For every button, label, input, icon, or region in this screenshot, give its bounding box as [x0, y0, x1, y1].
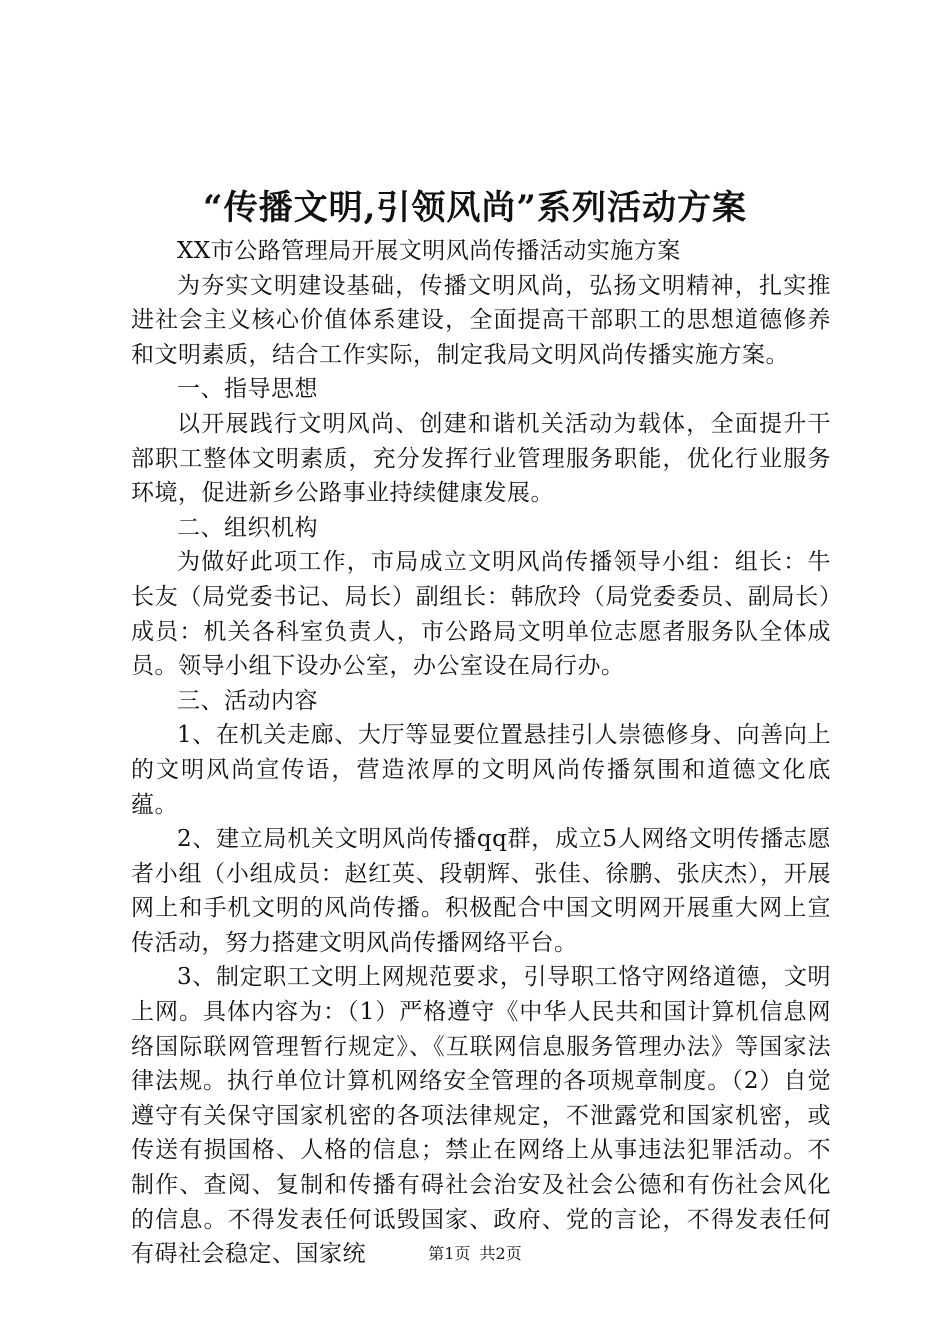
- intro-paragraph: 为夯实文明建设基础，传播文明风尚，弘扬文明精神，扎实推进社会主义核心价值体系建设，全面提高干部职工的思想道德修养和文明素质，结合工作实际，制定我局文明风尚传播实施方案。: [131, 272, 831, 368]
- section-heading-organization: 二、组织机构: [177, 514, 318, 541]
- activity-item-3: 3、制定职工文明上网规范要求，引导职工恪守网络道德，文明上网。具体内容为：（1）严格遵守《中华人民共和国计算机信息网络国际联网管理暂行规定》、《互联网信息服务管理办法》等国家法律法规。执行单位计算机网络安全管理的各项规章制度。（2）自觉遵守有关保守国家机密的各项法律规定，不泄露党和国家机密，或传送有损国格、人格的信息；禁止在网络上从事违法犯罪活动。不制作、查阅、复制和传播有碍社会治安及社会公德和有伤社会风化的信息。不得发表任何诋毁国家、政府、党的言论，不得发表任何有碍社会稳定、国家统: [131, 964, 831, 1268]
- section-heading-guiding-thought: 一、指导思想: [177, 376, 318, 403]
- page-number: 第1页: [428, 1244, 471, 1263]
- page-total: 共2页: [479, 1244, 522, 1263]
- guiding-thought-paragraph: 以开展践行文明风尚、创建和谐机关活动为载体，全面提升干部职工整体文明素质，充分发挥行业管理服务职能，优化行业服务环境，促进新乡公路事业持续健康发展。: [131, 410, 831, 507]
- activity-item-2: 2、建立局机关文明风尚传播qq群，成立5人网络文明传播志愿者小组（小组成员：赵红英、段朝辉、张佳、徐鹏、张庆杰），开展网上和手机文明的风尚传播。积极配合中国文明网开展重大网上宣传活动，努力搭建文明风尚传播网络平台。: [131, 826, 831, 956]
- document-body: [131, 234, 831, 1272]
- page-footer: [0, 1244, 950, 1264]
- activity-item-1: 1、在机关走廊、大厅等显要位置悬挂引人崇德修身、向善向上的文明风尚宣传语，营造浓厚的文明风尚传播氛围和道德文化底蕴。: [131, 722, 831, 818]
- document-title: “传播文明,引领风尚”系列活动方案: [203, 188, 747, 228]
- subtitle-paragraph: XX市公路管理局开展文明风尚传播活动实施方案: [177, 238, 681, 264]
- organization-paragraph: 为做好此项工作，市局成立文明风尚传播领导小组：组长：牛长友（局党委书记、局长）副组长：韩欣玲（局党委委员、副局长）成员：机关各科室负责人，市公路局文明单位志愿者服务队全体成员。领导小组下设办公室，办公室设在局行办。: [131, 549, 831, 680]
- section-heading-activities: 三、活动内容: [177, 687, 318, 714]
